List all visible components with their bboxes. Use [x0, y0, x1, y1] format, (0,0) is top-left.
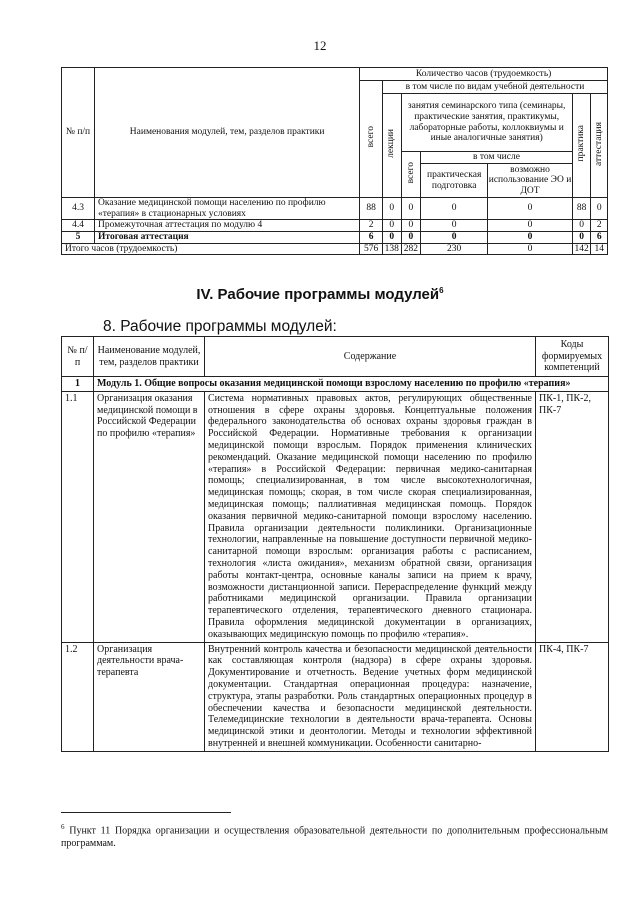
- prog-header-codes: Коды формируемых компетенций: [536, 337, 609, 377]
- cell-eo-dot: 0: [488, 231, 573, 243]
- cell-total: 2: [360, 220, 383, 232]
- prog-header-num: № п/п: [62, 337, 94, 377]
- cell-total: 88: [360, 198, 383, 220]
- row-num: 4.4: [62, 220, 95, 232]
- subsection-title: 8. Рабочие программы модулей:: [103, 318, 337, 335]
- footnote-mark: 6: [61, 823, 65, 831]
- cell-sem-total: 282: [401, 243, 421, 255]
- header-lectures-cell: [382, 94, 401, 198]
- programs-table: [61, 336, 609, 752]
- header-sem-total: всего: [405, 161, 416, 184]
- footnote-text: Пункт 11 Порядка организации и осуществления образовательной деятельности по дополнительным профессиональным программам.: [61, 825, 608, 849]
- cell-sem-total: 0: [401, 220, 421, 232]
- header-name: Наименования модулей, тем, разделов практики: [95, 68, 360, 198]
- table-row: [62, 231, 608, 243]
- header-num: № п/п: [62, 68, 95, 198]
- row-name: Итоговая аттестация: [95, 231, 360, 243]
- row-name: Организация оказания медицинской помощи в Российской Федерации по профилю «терапия»: [94, 391, 205, 642]
- cell-lectures: 0: [382, 198, 401, 220]
- row-codes: ПК-4, ПК-7: [536, 642, 609, 751]
- row-num: 5: [62, 231, 95, 243]
- cell-eo-dot: 0: [488, 243, 573, 255]
- cell-lectures: 138: [382, 243, 401, 255]
- table-row: [62, 198, 608, 220]
- module-row: [62, 377, 609, 392]
- cell-practice: 142: [572, 243, 591, 255]
- row-num: 1.2: [62, 642, 94, 751]
- cell-attestation: 6: [591, 231, 608, 243]
- cell-total: 576: [360, 243, 383, 255]
- header-sem-total-cell: [401, 152, 421, 198]
- row-name: Оказание медицинской помощи населению по профилю «терапия» в стационарных условиях: [95, 198, 360, 220]
- row-name: Организация деятельности врача-терапевта: [94, 642, 205, 751]
- row-num: 4.3: [62, 198, 95, 220]
- section-footnote-ref: 6: [439, 286, 444, 295]
- header-by-type: в том числе по видам учебной деятельности: [382, 81, 607, 94]
- cell-attestation: 2: [591, 220, 608, 232]
- total-row: [62, 243, 608, 255]
- header-incl: в том числе: [421, 152, 573, 164]
- section-title: [0, 286, 640, 303]
- cell-lectures: 0: [382, 220, 401, 232]
- cell-sem-total: 0: [401, 231, 421, 243]
- section-title-text: IV. Рабочие программы модулей: [196, 286, 440, 303]
- cell-practice: 0: [572, 231, 591, 243]
- row-codes: ПК-1, ПК-2, ПК-7: [536, 391, 609, 642]
- cell-prac-prep: 0: [421, 220, 488, 232]
- cell-total: 6: [360, 231, 383, 243]
- cell-prac-prep: 230: [421, 243, 488, 255]
- header-total-cell: [360, 81, 383, 198]
- cell-attestation: 0: [591, 198, 608, 220]
- header-attestation: аттестация: [593, 121, 604, 166]
- cell-eo-dot: 0: [488, 198, 573, 220]
- cell-lectures: 0: [382, 231, 401, 243]
- cell-practice: 88: [572, 198, 591, 220]
- total-label: Итого часов (трудоемкость): [62, 243, 360, 255]
- cell-prac-prep: 0: [421, 198, 488, 220]
- prog-header-name: Наименование модулей, тем, разделов практики: [94, 337, 205, 377]
- row-name: Промежуточная аттестация по модулю 4: [95, 220, 360, 232]
- footnote-divider: [61, 812, 231, 813]
- module-num: 1: [62, 377, 94, 392]
- cell-attestation: 14: [591, 243, 608, 255]
- row-content: Система нормативных правовых актов, регулирующих общественные отношения в сфере охраны здоровья. Концептуальные положения федерального законодательства об основах охраны здоровья граждан в Российской Федерации. Нормативные требования к организации медицинской помощи взрослым. Порядок применения клинических рекомендаций. Оказание медицинской помощи населению по профилю «терапия» в Российской Федерации: первичная медико-санитарная помощь; специализированная, в том числе высокотехнологичная, медицинская помощь; скорая, в том числе скорая специализированная, медицинская помощь; паллиативная медицинская помощь. Порядок оказания первичной медико-санитарной помощи взрослому населению. Правила организации деятельности поликлиники. Организационные технологии, направленные на повышение доступности первичной медико-санитарной помощи взрослым: организация работы с расписанием, технология «листа ожидания», механизм обратной связи, организация работы контакт-центра, основные каналы записи на прием к врачу, возможности дистанционной записи. Перераспределение функций между работниками медицинской организации. Правила организации терапевтического отделения, терапевтического дневного стационара. Правила оформления медицинской документации в организациях, оказывающих медицинскую помощь по профилю «терапия».: [205, 391, 536, 642]
- header-eo-dot: возможно использование ЭО и ДОТ: [488, 164, 572, 196]
- header-total: всего: [365, 126, 376, 148]
- header-hours-total: Количество часов (трудоемкость): [360, 68, 608, 81]
- prog-header-content: Содержание: [205, 337, 536, 377]
- cell-sem-total: 0: [401, 198, 421, 220]
- table-row: [62, 642, 609, 751]
- hours-table: [61, 67, 608, 255]
- header-practice-cell: [572, 94, 591, 198]
- cell-prac-prep: 0: [421, 231, 488, 243]
- header-prac-prep: практическая подготовка: [421, 164, 488, 198]
- header-lectures: лекции: [386, 129, 397, 159]
- header-seminars: занятия семинарского типа (семинары, практические занятия, практикумы, лабораторные работы, коллоквиумы и иные аналогичные занятия): [401, 94, 572, 152]
- page-number: 12: [313, 38, 327, 53]
- cell-eo-dot: 0: [488, 220, 573, 232]
- header-practice: практика: [576, 125, 587, 162]
- row-content: Внутренний контроль качества и безопасности медицинской деятельности как составляющая контроля (надзора) в сфере охраны здоровья. Документирование и отчетность. Ведение учетных форм медицинской документации. Стандартная операционная процедура: назначение, структура, этапы разработки. Роль стандартных операционных процедур в обеспечении качества и безопасности медицинской деятельности. Телемедицинские технологии в деятельности врача-терапевта. Основы медицинской этики и деонтологии. Методы и технологии эффективной внутренней и внешней коммуникации. Особенности санитарно-: [205, 642, 536, 751]
- module-title: Модуль 1. Общие вопросы оказания медицинской помощи взрослому населению по профилю «терапия»: [94, 377, 609, 392]
- footnote: [61, 823, 608, 850]
- table-row: [62, 391, 609, 642]
- row-num: 1.1: [62, 391, 94, 642]
- table-row: [62, 220, 608, 232]
- header-attestation-cell: [591, 94, 608, 198]
- cell-practice: 0: [572, 220, 591, 232]
